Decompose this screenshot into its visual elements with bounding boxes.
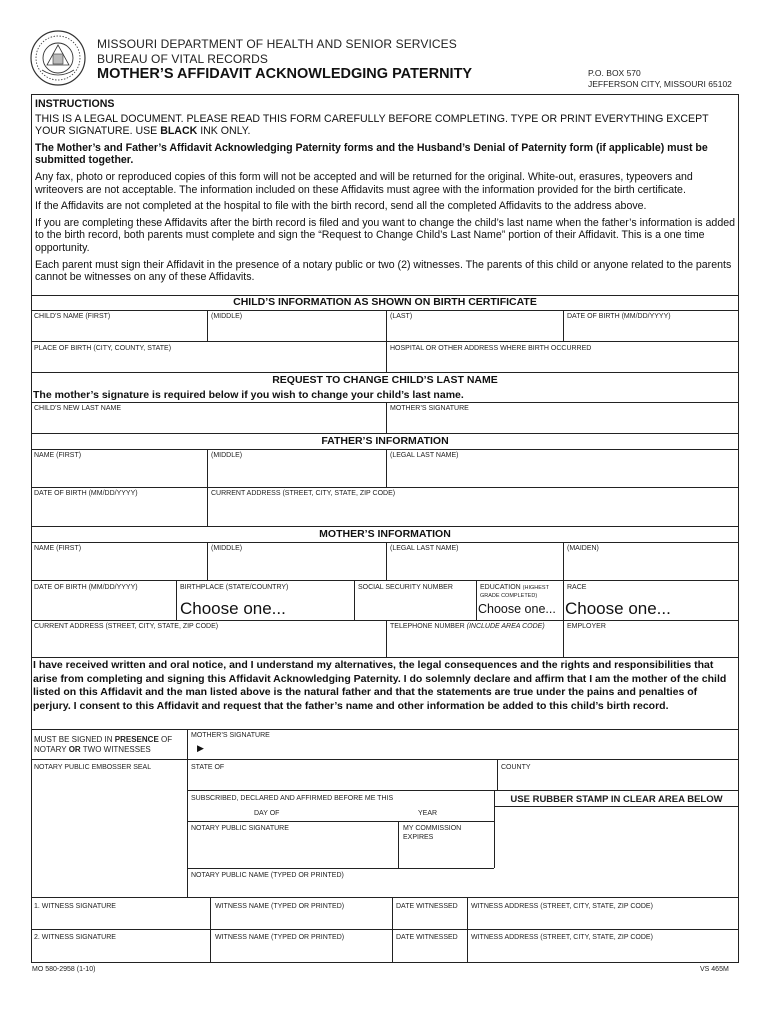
request-note: The mother’s signature is required below if you wish to change your child’s last name.	[33, 389, 464, 401]
mother-telephone-field[interactable]	[390, 623, 545, 630]
mother-birthplace-select[interactable]: Choose one...	[180, 599, 286, 618]
bureau-name: BUREAU OF VITAL RECORDS	[97, 52, 268, 66]
instr-black: BLACK	[160, 125, 198, 138]
mother-legal-last-name-field[interactable]: (LEGAL LAST NAME)	[390, 545, 459, 552]
father-address-field[interactable]: CURRENT ADDRESS (STREET, CITY, STATE, ZIP CODE)	[211, 490, 396, 497]
witness-2-name-field[interactable]: WITNESS NAME (TYPED OR PRINTED)	[215, 934, 345, 941]
notary-signature-field[interactable]: NOTARY PUBLIC SIGNATURE	[191, 825, 289, 832]
mother-first-name-field[interactable]: NAME (FIRST)	[34, 545, 82, 552]
instructions-p3: Any fax, photo or reproduced copies of this form will not be accepted and will be returned for the original. White-out, erasures, typeovers and writeovers are not acceptable. The information included on these Affidavits must agree with the information provided for the birth certificate.	[35, 170, 693, 196]
request-section-heading: REQUEST TO CHANGE CHILD’S LAST NAME	[272, 374, 498, 386]
must-c: NOTARY	[34, 745, 69, 754]
mother-address-field[interactable]: CURRENT ADDRESS (STREET, CITY, STATE, ZIP CODE)	[34, 623, 219, 630]
instructions-heading: INSTRUCTIONS	[35, 98, 115, 110]
instructions	[35, 98, 737, 288]
mother-middle-name-field[interactable]: (MIDDLE)	[211, 545, 243, 552]
education-label-a: EDUCATION	[480, 584, 521, 591]
must-b: OF	[158, 735, 173, 744]
missouri-state-seal-icon	[30, 30, 86, 86]
instructions-p2: The Mother’s and Father’s Affidavit Acknowledging Paternity forms and the Husband’s Denial of Paternity form (if applicable) must be submitted together.	[35, 141, 708, 167]
signature-arrow-icon: ▶	[197, 743, 204, 753]
child-dob-field[interactable]: DATE OF BIRTH (MM/DD/YYYY)	[567, 313, 671, 320]
child-hospital-field[interactable]: HOSPITAL OR OTHER ADDRESS WHERE BIRTH OCCURRED	[390, 345, 592, 352]
child-new-last-name-field[interactable]: CHILD’S NEW LAST NAME	[34, 405, 121, 412]
witness-2-signature-field[interactable]: 2. WITNESS SIGNATURE	[34, 934, 116, 941]
rubber-stamp-label: USE RUBBER STAMP IN CLEAR AREA BELOW	[510, 794, 723, 805]
child-place-of-birth-field[interactable]: PLACE OF BIRTH (CITY, COUNTY, STATE)	[34, 345, 172, 352]
child-last-name-field[interactable]: (LAST)	[390, 313, 413, 320]
instructions-p6: Each parent must sign their Affidavit in the presence of a notary public or two (2) witnesses. The parents of this child or anyone related to the parents cannot be witnesses on any of these Affidavits.	[35, 258, 732, 284]
instructions-p4: If the Affidavits are not completed at the hospital to file with the birth record, send all the completed Affidavits to the address above.	[35, 200, 647, 213]
must-or: OR	[68, 745, 81, 754]
witness-2-date-field[interactable]: DATE WITNESSED	[396, 934, 458, 941]
mother-dob-field[interactable]: DATE OF BIRTH (MM/DD/YYYY)	[34, 584, 138, 591]
mother-education-select[interactable]: Choose one...	[478, 602, 556, 616]
po-box: P.O. BOX 570	[588, 68, 641, 78]
commission-expires-label-b: EXPIRES	[403, 834, 434, 841]
witness-1-name-field[interactable]: WITNESS NAME (TYPED OR PRINTED)	[215, 903, 345, 910]
city-address: JEFFERSON CITY, MISSOURI 65102	[588, 79, 732, 89]
must-a: MUST BE SIGNED IN	[34, 735, 115, 744]
must-d: TWO WITNESSES	[80, 745, 151, 754]
notary-day-field[interactable]: DAY OF	[254, 810, 280, 817]
page-title: MOTHER’S AFFIDAVIT ACKNOWLEDGING PATERNITY	[97, 66, 473, 82]
notary-state-field[interactable]: STATE OF	[191, 764, 225, 771]
mother-maiden-name-field[interactable]: (MAIDEN)	[567, 545, 599, 552]
witness-1-date-field[interactable]: DATE WITNESSED	[396, 903, 458, 910]
child-middle-name-field[interactable]: (MIDDLE)	[211, 313, 243, 320]
mother-education-sub: GRADE COMPLETED)	[480, 593, 538, 599]
must-presence: PRESENCE	[114, 735, 159, 744]
vs-number: VS 465M	[700, 966, 729, 973]
father-dob-field[interactable]: DATE OF BIRTH (MM/DD/YYYY)	[34, 490, 138, 497]
mother-race-label: RACE	[567, 584, 587, 591]
mother-section-heading: MOTHER’S INFORMATION	[319, 528, 451, 540]
notary-year-field[interactable]: YEAR	[418, 810, 438, 817]
notary-seal-label: NOTARY PUBLIC EMBOSSER SEAL	[34, 764, 152, 771]
instructions-p5: If you are completing these Affidavits after the birth record is filed and you want to change the child’s last name when the father’s information is added to the birth record, both parents must complete and sign the “Request to Change Child’s Last Name” portion of their Affidavit. This is a one time opportunity.	[35, 216, 735, 254]
instructions-p1	[35, 113, 737, 138]
witness-1-signature-field[interactable]: 1. WITNESS SIGNATURE	[34, 903, 116, 910]
child-first-name-field[interactable]: CHILD’S NAME (FIRST)	[34, 313, 111, 320]
subscribed-label: SUBSCRIBED, DECLARED AND AFFIRMED BEFORE ME THIS	[191, 795, 394, 802]
father-middle-name-field[interactable]: (MIDDLE)	[211, 452, 243, 459]
notary-printed-name-field[interactable]: NOTARY PUBLIC NAME (TYPED OR PRINTED)	[191, 872, 344, 879]
witness-1-address-field[interactable]: WITNESS ADDRESS (STREET, CITY, STATE, ZIP CODE)	[471, 903, 653, 910]
mother-ssn-field[interactable]: SOCIAL SECURITY NUMBER	[358, 584, 453, 591]
telephone-label-a: TELEPHONE NUMBER	[390, 623, 465, 630]
father-legal-last-name-field[interactable]: (LEGAL LAST NAME)	[390, 452, 459, 459]
mother-birthplace-label: BIRTHPLACE (STATE/COUNTRY)	[180, 584, 289, 591]
witness-2-address-field[interactable]: WITNESS ADDRESS (STREET, CITY, STATE, ZIP CODE)	[471, 934, 653, 941]
request-mother-signature-field[interactable]: MOTHER’S SIGNATURE	[390, 405, 469, 412]
child-section-heading: CHILD’S INFORMATION AS SHOWN ON BIRTH CERTIFICATE	[233, 296, 537, 308]
commission-expires-field[interactable]: MY COMMISSION	[403, 825, 462, 832]
mother-education-label	[480, 584, 549, 591]
telephone-label-b: (INCLUDE AREA CODE)	[466, 623, 545, 630]
declaration-text: I have received written and oral notice, and I understand my alternatives, the legal consequences and the rights and responsibilities that arise from completing and signing this Affidavit Acknowledging Paternity. I do solemnly declare and affirm that I am the mother of the child listed on this Affidavit and the man listed above is the natural father and that the statements are true under the pains and penalties of perjury. I consent to this Affidavit and request that the father’s name and other information be added to this child’s birth record.	[33, 659, 727, 712]
father-first-name-field[interactable]: NAME (FIRST)	[34, 452, 82, 459]
department-name: MISSOURI DEPARTMENT OF HEALTH AND SENIOR SERVICES	[97, 37, 457, 51]
father-section-heading: FATHER’S INFORMATION	[321, 435, 449, 447]
mother-race-select[interactable]: Choose one...	[565, 599, 671, 618]
notary-county-field[interactable]: COUNTY	[501, 764, 531, 771]
must-be-signed-note	[34, 735, 172, 755]
instr-p1-b: INK ONLY.	[197, 125, 251, 138]
instr-p1-a: THIS IS A LEGAL DOCUMENT. PLEASE READ THIS FORM CAREFULLY BEFORE COMPLETING. TYPE OR PRINT EVERYTHING EXCEPT YOUR SIGNATURE. USE	[35, 112, 709, 138]
notary-mother-signature-field[interactable]: MOTHER’S SIGNATURE	[191, 732, 270, 739]
education-label-b: (HIGHEST	[522, 585, 549, 591]
form-number: MO 580-2958 (1-10)	[32, 966, 96, 973]
mother-employer-field[interactable]: EMPLOYER	[567, 623, 606, 630]
